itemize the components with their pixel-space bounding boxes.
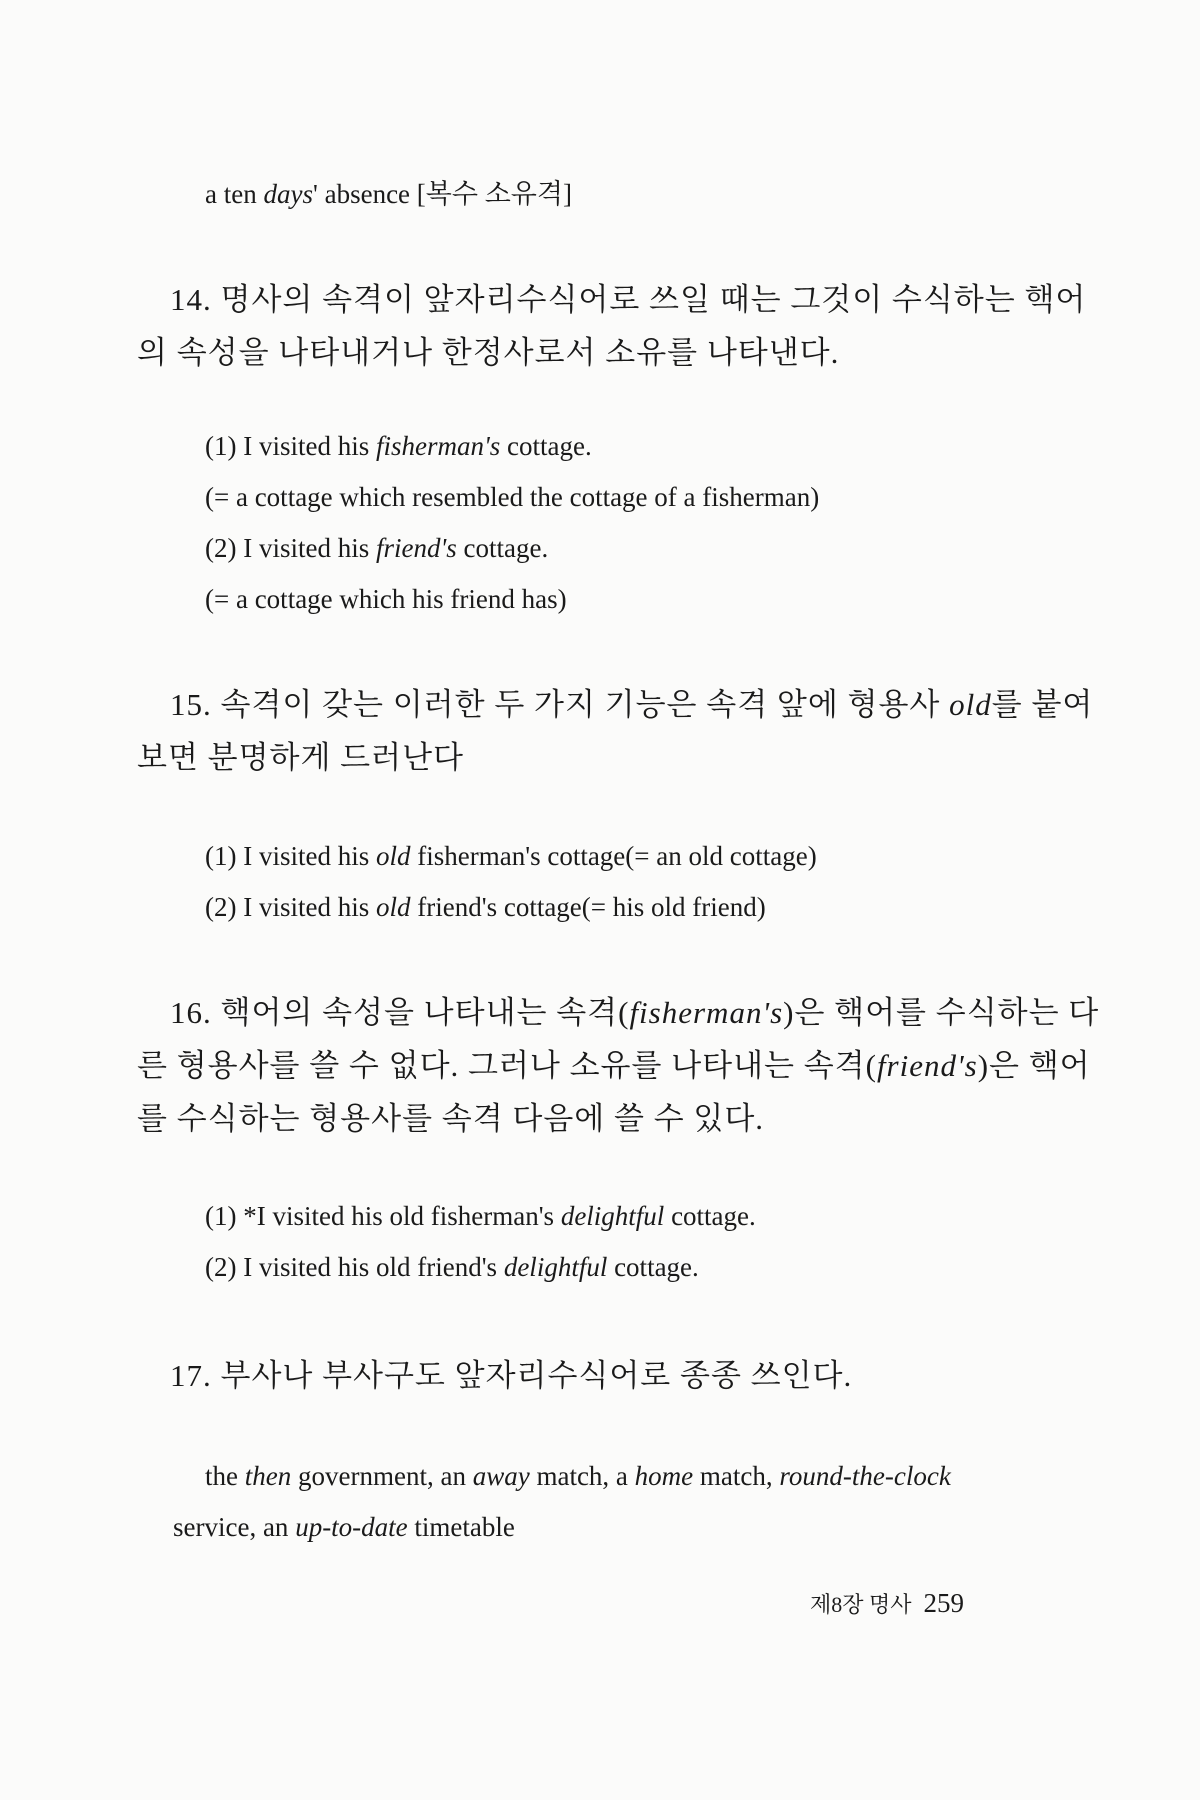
example-line [173,1509,515,1545]
example-line [205,428,592,464]
text-run: 를 붙여 [991,687,1094,722]
example-line [205,530,548,566]
text-run: match, [693,1461,780,1491]
section-16-text: 를 수식하는 형용사를 속격 다음에 쓸 수 있다. [137,1101,765,1136]
text-run: cottage. [664,1201,756,1231]
text-run: (1) I visited his [205,431,376,461]
italic-run: then [244,1461,292,1491]
section-17-heading: 17. 부사나 부사구도 앞자리수식어로 종종 쓰인다. [170,1358,853,1393]
italic-run: old [375,892,411,922]
italic-run: old [949,687,992,722]
italic-run: old [375,841,411,871]
example-line [205,889,766,925]
text-run: 15. 속격이 갖는 이러한 두 가지 기능은 속격 앞에 형용사 [170,687,950,722]
example-line [205,176,572,212]
italic-run: days [263,179,313,209]
example-line: (= a cottage which resembled the cottage of a fisherman) [205,482,820,512]
page-footer [810,1588,964,1619]
text-run: (2) I visited his old friend's [205,1252,504,1282]
text-run: (1) I visited his [205,841,376,871]
text-run: service, an [173,1512,296,1542]
text-run: (2) I visited his [205,892,376,922]
text-run: government, an [291,1461,473,1491]
text-run: the [205,1461,245,1491]
text-run: )은 핵어를 수식하는 다 [783,995,1100,1030]
text-run: cottage. [456,533,549,563]
italic-run: up-to-date [295,1512,408,1542]
text-run: (2) I visited his [205,533,376,563]
example-line [205,838,817,874]
section-16-heading [170,993,1099,1033]
page-number: 259 [923,1588,965,1618]
section-15-text: 보면 분명하게 드러난다 [137,740,464,775]
section-16-text [137,1046,1091,1086]
text-run: )은 핵어 [977,1048,1091,1083]
example-line [205,1249,699,1285]
section-14-heading: 14. 명사의 속격이 앞자리수식어로 쓰일 때는 그것이 수식하는 핵어 [170,282,1087,317]
section-15-heading [170,685,1093,725]
text-run: friend's cottage(= his old friend) [410,892,766,922]
text-run: a ten [205,179,264,209]
text-run: cottage. [607,1252,699,1282]
example-line: (= a cottage which his friend has) [205,584,567,614]
chapter-label: 제8장 명사 [810,1592,912,1617]
text-run: ' absence [복수 소유격] [312,179,572,209]
italic-run: fisherman's [629,995,784,1030]
italic-run: friend's [876,1048,978,1083]
italic-run: fisherman's [375,431,501,461]
italic-run: delightful [560,1201,665,1231]
text-run: timetable [407,1512,515,1542]
text-run: match, a [529,1461,635,1491]
text-run: 16. 핵어의 속성을 나타내는 속격( [170,995,630,1030]
italic-run: friend's [375,533,457,563]
section-14-text: 의 속성을 나타내거나 한정사로서 소유를 나타낸다. [137,335,840,370]
text-run: fisherman's cottage(= an old cottage) [410,841,817,871]
italic-run: round-the-clock [779,1461,951,1491]
text-run: 른 형용사를 쓸 수 없다. 그러나 소유를 나타내는 속격( [137,1048,877,1083]
italic-run: delightful [503,1252,608,1282]
text-run: (1) *I visited his old fisherman's [205,1201,561,1231]
italic-run: away [472,1461,530,1491]
italic-run: home [634,1461,694,1491]
text-run: cottage. [500,431,592,461]
example-line [205,1198,756,1234]
example-line [205,1458,951,1494]
